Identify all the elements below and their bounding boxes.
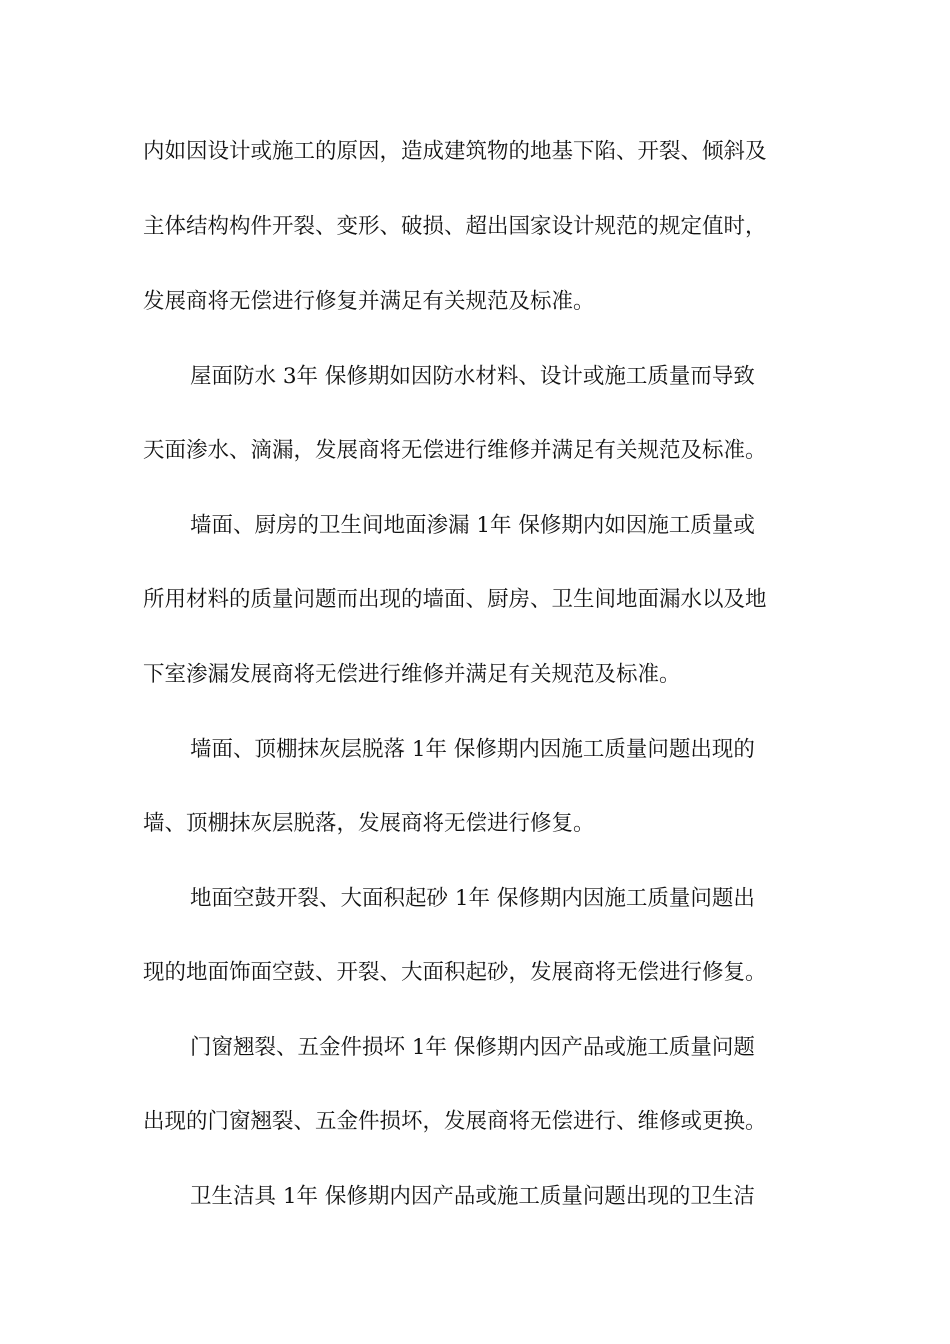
paragraph-start-line: 卫生洁具 1年 保修期内因产品或施工质量问题出现的卫生洁 [190,1184,755,1209]
text-line: 发展商将无偿进行修复并满足有关规范及标准。 [143,289,595,314]
text-line: 内如因设计或施工的原因，造成建筑物的地基下陷、开裂、倾斜及 [143,139,767,164]
text-line: 主体结构构件开裂、变形、破损、超出国家设计规范的规定值时， [143,214,767,239]
paragraph-start-line: 地面空鼓开裂、大面积起砂 1年 保修期内因施工质量问题出 [190,886,755,911]
paragraph-start-line: 门窗翘裂、五金件损坏 1年 保修期内因产品或施工质量问题 [190,1035,755,1060]
paragraph-start-line: 墙面、顶棚抹灰层脱落 1年 保修期内因施工质量问题出现的 [190,737,755,762]
text-line: 墙、顶棚抹灰层脱落，发展商将无偿进行修复。 [143,811,595,836]
paragraph-start-line: 墙面、厨房的卫生间地面渗漏 1年 保修期内如因施工质量或 [190,513,755,538]
text-line: 现的地面饰面空鼓、开裂、大面积起砂，发展商将无偿进行修复。 [143,960,767,985]
text-line: 下室渗漏发展商将无偿进行维修并满足有关规范及标准。 [143,662,681,687]
text-line: 天面渗水、滴漏，发展商将无偿进行维修并满足有关规范及标准。 [143,438,767,463]
text-line: 出现的门窗翘裂、五金件损坏，发展商将无偿进行、维修或更换。 [143,1109,767,1134]
paragraph-start-line: 屋面防水 3年 保修期如因防水材料、设计或施工质量而导致 [190,364,755,389]
text-line: 所用材料的质量问题而出现的墙面、厨房、卫生间地面漏水以及地 [143,587,767,612]
